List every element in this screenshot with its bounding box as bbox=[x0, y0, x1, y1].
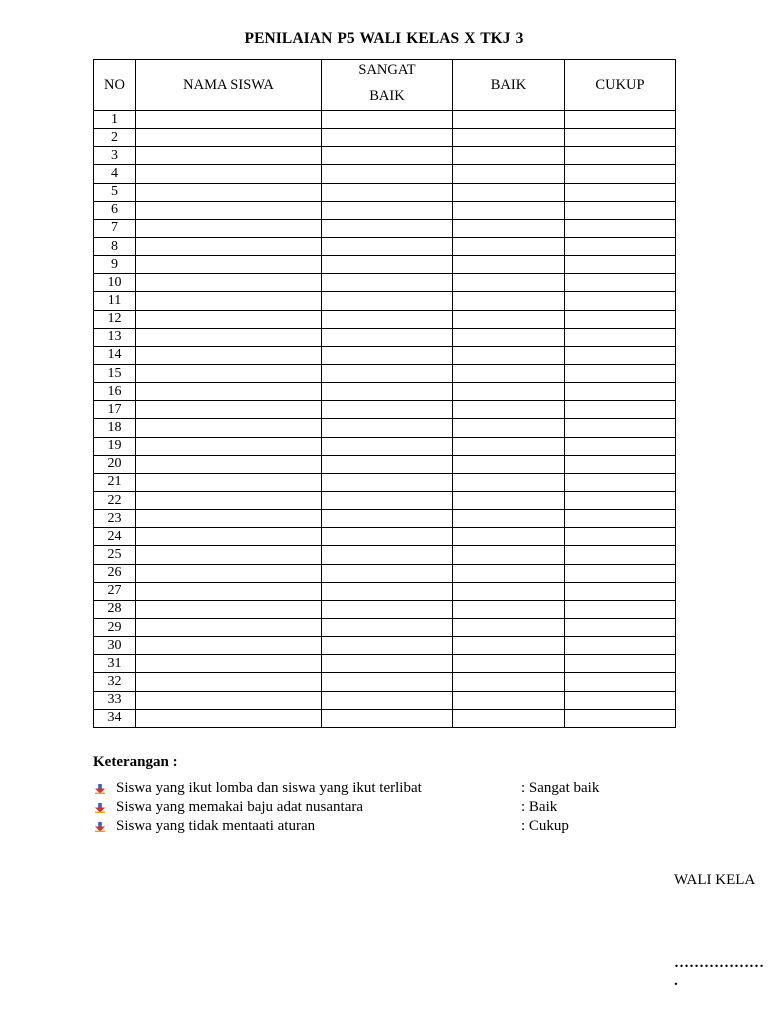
cukup-cell[interactable] bbox=[565, 618, 676, 636]
cukup-cell[interactable] bbox=[565, 564, 676, 582]
baik-cell[interactable] bbox=[453, 691, 565, 709]
row-number: 29 bbox=[94, 618, 136, 636]
baik-cell[interactable] bbox=[453, 473, 565, 491]
baik-cell[interactable] bbox=[453, 437, 565, 455]
arrow-bullet-icon bbox=[95, 784, 105, 794]
nama-siswa-cell[interactable] bbox=[136, 600, 322, 618]
row-number: 31 bbox=[94, 655, 136, 673]
row-number: 16 bbox=[94, 383, 136, 401]
nama-siswa-cell[interactable] bbox=[136, 673, 322, 691]
baik-cell[interactable] bbox=[453, 401, 565, 419]
signature-label: WALI KELA bbox=[674, 872, 756, 888]
cukup-cell[interactable] bbox=[565, 237, 676, 255]
table-row bbox=[94, 183, 676, 201]
sangat-baik-cell[interactable] bbox=[322, 401, 453, 419]
baik-cell[interactable] bbox=[453, 600, 565, 618]
signature-dots: ……………… bbox=[674, 955, 764, 971]
cukup-cell[interactable] bbox=[565, 655, 676, 673]
sangat-baik-cell[interactable] bbox=[322, 165, 453, 183]
table-row bbox=[94, 165, 676, 183]
cukup-cell[interactable] bbox=[565, 491, 676, 509]
sangat-baik-cell[interactable] bbox=[322, 564, 453, 582]
table-row bbox=[94, 582, 676, 600]
baik-cell[interactable] bbox=[453, 564, 565, 582]
header-sangat-baik bbox=[322, 60, 453, 111]
sangat-baik-cell[interactable] bbox=[322, 546, 453, 564]
cukup-cell[interactable] bbox=[565, 546, 676, 564]
sangat-baik-cell[interactable] bbox=[322, 292, 453, 310]
nama-siswa-cell[interactable] bbox=[136, 383, 322, 401]
cukup-cell[interactable] bbox=[565, 455, 676, 473]
nama-siswa-cell[interactable] bbox=[136, 111, 322, 129]
keterangan-item-value: : Cukup bbox=[521, 818, 569, 834]
row-number: 10 bbox=[94, 274, 136, 292]
baik-cell[interactable] bbox=[453, 673, 565, 691]
signature-dot-end: . bbox=[674, 973, 678, 989]
nama-siswa-cell[interactable] bbox=[136, 419, 322, 437]
baik-cell[interactable] bbox=[453, 546, 565, 564]
keterangan-item-text: Siswa yang tidak mentaati aturan bbox=[116, 818, 316, 834]
cukup-cell[interactable] bbox=[565, 310, 676, 328]
baik-cell[interactable] bbox=[453, 510, 565, 528]
row-number: 14 bbox=[94, 346, 136, 364]
sangat-baik-cell[interactable] bbox=[322, 383, 453, 401]
nama-siswa-cell[interactable] bbox=[136, 582, 322, 600]
cukup-cell[interactable] bbox=[565, 419, 676, 437]
table-row bbox=[94, 401, 676, 419]
nama-siswa-cell[interactable] bbox=[136, 292, 322, 310]
nama-siswa-cell[interactable] bbox=[136, 564, 322, 582]
baik-cell[interactable] bbox=[453, 618, 565, 636]
table-row bbox=[94, 546, 676, 564]
table-row bbox=[94, 655, 676, 673]
baik-cell[interactable] bbox=[453, 129, 565, 147]
nama-siswa-cell[interactable] bbox=[136, 165, 322, 183]
row-number: 20 bbox=[94, 455, 136, 473]
nama-siswa-cell[interactable] bbox=[136, 401, 322, 419]
sangat-baik-cell[interactable] bbox=[322, 582, 453, 600]
keterangan-title: Keterangan : bbox=[93, 754, 178, 770]
keterangan-item-value: : Baik bbox=[521, 799, 558, 815]
row-number: 18 bbox=[94, 419, 136, 437]
sangat-baik-cell[interactable] bbox=[322, 274, 453, 292]
sangat-baik-cell[interactable] bbox=[322, 237, 453, 255]
row-number: 15 bbox=[94, 364, 136, 382]
signature-line bbox=[674, 954, 764, 990]
row-number: 26 bbox=[94, 564, 136, 582]
page-title: PENILAIAN P5 WALI KELAS X TKJ 3 bbox=[244, 30, 524, 47]
row-number: 28 bbox=[94, 600, 136, 618]
baik-cell[interactable] bbox=[453, 582, 565, 600]
nama-siswa-cell[interactable] bbox=[136, 528, 322, 546]
row-number: 32 bbox=[94, 673, 136, 691]
keterangan-item-text: Siswa yang ikut lomba dan siswa yang ikut terlibat bbox=[116, 780, 422, 796]
baik-cell[interactable] bbox=[453, 219, 565, 237]
row-number: 8 bbox=[94, 237, 136, 255]
table-row bbox=[94, 111, 676, 129]
sangat-baik-cell[interactable] bbox=[322, 129, 453, 147]
baik-cell[interactable] bbox=[453, 364, 565, 382]
baik-cell[interactable] bbox=[453, 383, 565, 401]
row-number: 1 bbox=[94, 111, 136, 129]
table-row bbox=[94, 129, 676, 147]
row-number: 25 bbox=[94, 546, 136, 564]
table-row bbox=[94, 528, 676, 546]
baik-cell[interactable] bbox=[453, 655, 565, 673]
nama-siswa-cell[interactable] bbox=[136, 655, 322, 673]
sangat-baik-cell[interactable] bbox=[322, 528, 453, 546]
row-number: 13 bbox=[94, 328, 136, 346]
table-row bbox=[94, 637, 676, 655]
nama-siswa-cell[interactable] bbox=[136, 201, 322, 219]
table-row bbox=[94, 274, 676, 292]
table-header-row bbox=[94, 60, 676, 111]
baik-cell[interactable] bbox=[453, 147, 565, 165]
table-row bbox=[94, 600, 676, 618]
table-body bbox=[94, 111, 676, 728]
nama-siswa-cell[interactable] bbox=[136, 256, 322, 274]
sangat-baik-cell[interactable] bbox=[322, 256, 453, 274]
nama-siswa-cell[interactable] bbox=[136, 129, 322, 147]
sangat-baik-cell[interactable] bbox=[322, 183, 453, 201]
nama-siswa-cell[interactable] bbox=[136, 437, 322, 455]
header-nama-siswa: NAMA SISWA bbox=[136, 60, 322, 111]
table-row bbox=[94, 673, 676, 691]
sangat-baik-cell[interactable] bbox=[322, 673, 453, 691]
nama-siswa-cell[interactable] bbox=[136, 691, 322, 709]
cukup-cell[interactable] bbox=[565, 709, 676, 727]
table-row bbox=[94, 201, 676, 219]
table-row bbox=[94, 455, 676, 473]
nama-siswa-cell[interactable] bbox=[136, 510, 322, 528]
nama-siswa-cell[interactable] bbox=[136, 546, 322, 564]
keterangan-item bbox=[93, 779, 653, 798]
cukup-cell[interactable] bbox=[565, 364, 676, 382]
sangat-baik-cell[interactable] bbox=[322, 655, 453, 673]
row-number: 33 bbox=[94, 691, 136, 709]
keterangan-item bbox=[93, 798, 653, 817]
baik-cell[interactable] bbox=[453, 183, 565, 201]
baik-cell[interactable] bbox=[453, 165, 565, 183]
nama-siswa-cell[interactable] bbox=[136, 491, 322, 509]
table-row bbox=[94, 473, 676, 491]
cukup-cell[interactable] bbox=[565, 328, 676, 346]
cukup-cell[interactable] bbox=[565, 691, 676, 709]
cukup-cell[interactable] bbox=[565, 437, 676, 455]
sangat-baik-cell[interactable] bbox=[322, 691, 453, 709]
baik-cell[interactable] bbox=[453, 256, 565, 274]
arrow-bullet-icon bbox=[95, 822, 105, 832]
nama-siswa-cell[interactable] bbox=[136, 455, 322, 473]
sangat-baik-cell[interactable] bbox=[322, 219, 453, 237]
cukup-cell[interactable] bbox=[565, 637, 676, 655]
nama-siswa-cell[interactable] bbox=[136, 219, 322, 237]
sangat-baik-cell[interactable] bbox=[322, 346, 453, 364]
sangat-baik-cell[interactable] bbox=[322, 328, 453, 346]
baik-cell[interactable] bbox=[453, 111, 565, 129]
table-row bbox=[94, 564, 676, 582]
baik-cell[interactable] bbox=[453, 274, 565, 292]
nama-siswa-cell[interactable] bbox=[136, 274, 322, 292]
nama-siswa-cell[interactable] bbox=[136, 310, 322, 328]
header-sangat-baik-line1: SANGAT bbox=[358, 62, 416, 78]
cukup-cell[interactable] bbox=[565, 528, 676, 546]
sangat-baik-cell[interactable] bbox=[322, 111, 453, 129]
row-number: 27 bbox=[94, 582, 136, 600]
nama-siswa-cell[interactable] bbox=[136, 147, 322, 165]
table-row bbox=[94, 147, 676, 165]
nama-siswa-cell[interactable] bbox=[136, 183, 322, 201]
baik-cell[interactable] bbox=[453, 709, 565, 727]
sangat-baik-cell[interactable] bbox=[322, 310, 453, 328]
cukup-cell[interactable] bbox=[565, 147, 676, 165]
nama-siswa-cell[interactable] bbox=[136, 346, 322, 364]
nama-siswa-cell[interactable] bbox=[136, 364, 322, 382]
nama-siswa-cell[interactable] bbox=[136, 328, 322, 346]
table-row bbox=[94, 510, 676, 528]
row-number: 17 bbox=[94, 401, 136, 419]
table-row bbox=[94, 328, 676, 346]
row-number: 23 bbox=[94, 510, 136, 528]
row-number: 9 bbox=[94, 256, 136, 274]
baik-cell[interactable] bbox=[453, 201, 565, 219]
sangat-baik-cell[interactable] bbox=[322, 419, 453, 437]
sangat-baik-cell[interactable] bbox=[322, 618, 453, 636]
header-no: NO bbox=[94, 60, 136, 111]
baik-cell[interactable] bbox=[453, 637, 565, 655]
baik-cell[interactable] bbox=[453, 237, 565, 255]
keterangan-item-value: : Sangat baik bbox=[521, 780, 600, 796]
row-number: 22 bbox=[94, 491, 136, 509]
row-number: 3 bbox=[94, 147, 136, 165]
cukup-cell[interactable] bbox=[565, 219, 676, 237]
sangat-baik-cell[interactable] bbox=[322, 491, 453, 509]
row-number: 7 bbox=[94, 219, 136, 237]
baik-cell[interactable] bbox=[453, 346, 565, 364]
sangat-baik-cell[interactable] bbox=[322, 455, 453, 473]
table-row bbox=[94, 292, 676, 310]
keterangan-list bbox=[93, 779, 653, 836]
table-row bbox=[94, 310, 676, 328]
table-row bbox=[94, 709, 676, 727]
sangat-baik-cell[interactable] bbox=[322, 637, 453, 655]
baik-cell[interactable] bbox=[453, 292, 565, 310]
cukup-cell[interactable] bbox=[565, 292, 676, 310]
baik-cell[interactable] bbox=[453, 328, 565, 346]
cukup-cell[interactable] bbox=[565, 383, 676, 401]
table-row bbox=[94, 364, 676, 382]
cukup-cell[interactable] bbox=[565, 111, 676, 129]
header-sangat-baik-line2: BAIK bbox=[369, 88, 405, 104]
cukup-cell[interactable] bbox=[565, 600, 676, 618]
cukup-cell[interactable] bbox=[565, 582, 676, 600]
table-row bbox=[94, 437, 676, 455]
cukup-cell[interactable] bbox=[565, 129, 676, 147]
nama-siswa-cell[interactable] bbox=[136, 473, 322, 491]
row-number: 34 bbox=[94, 709, 136, 727]
sangat-baik-cell[interactable] bbox=[322, 600, 453, 618]
sangat-baik-cell[interactable] bbox=[322, 510, 453, 528]
baik-cell[interactable] bbox=[453, 455, 565, 473]
table-row bbox=[94, 491, 676, 509]
sangat-baik-cell[interactable] bbox=[322, 473, 453, 491]
sangat-baik-cell[interactable] bbox=[322, 437, 453, 455]
table-row bbox=[94, 691, 676, 709]
table-row bbox=[94, 346, 676, 364]
header-baik: BAIK bbox=[453, 60, 565, 111]
arrow-bullet-icon bbox=[95, 803, 105, 813]
row-number: 6 bbox=[94, 201, 136, 219]
row-number: 12 bbox=[94, 310, 136, 328]
cukup-cell[interactable] bbox=[565, 256, 676, 274]
table-row bbox=[94, 419, 676, 437]
cukup-cell[interactable] bbox=[565, 165, 676, 183]
grade-table bbox=[93, 59, 676, 728]
cukup-cell[interactable] bbox=[565, 346, 676, 364]
cukup-cell[interactable] bbox=[565, 473, 676, 491]
cukup-cell[interactable] bbox=[565, 673, 676, 691]
cukup-cell[interactable] bbox=[565, 401, 676, 419]
table-row bbox=[94, 237, 676, 255]
table-row bbox=[94, 618, 676, 636]
nama-siswa-cell[interactable] bbox=[136, 637, 322, 655]
nama-siswa-cell[interactable] bbox=[136, 618, 322, 636]
cukup-cell[interactable] bbox=[565, 201, 676, 219]
row-number: 19 bbox=[94, 437, 136, 455]
row-number: 30 bbox=[94, 637, 136, 655]
row-number: 24 bbox=[94, 528, 136, 546]
header-cukup: CUKUP bbox=[565, 60, 676, 111]
sangat-baik-cell[interactable] bbox=[322, 147, 453, 165]
row-number: 11 bbox=[94, 292, 136, 310]
cukup-cell[interactable] bbox=[565, 510, 676, 528]
sangat-baik-cell[interactable] bbox=[322, 709, 453, 727]
baik-cell[interactable] bbox=[453, 491, 565, 509]
cukup-cell[interactable] bbox=[565, 274, 676, 292]
baik-cell[interactable] bbox=[453, 528, 565, 546]
row-number: 2 bbox=[94, 129, 136, 147]
baik-cell[interactable] bbox=[453, 419, 565, 437]
keterangan-item-text: Siswa yang memakai baju adat nusantara bbox=[116, 799, 364, 815]
row-number: 5 bbox=[94, 183, 136, 201]
table-row bbox=[94, 256, 676, 274]
nama-siswa-cell[interactable] bbox=[136, 709, 322, 727]
sangat-baik-cell[interactable] bbox=[322, 201, 453, 219]
table-row bbox=[94, 219, 676, 237]
sangat-baik-cell[interactable] bbox=[322, 364, 453, 382]
keterangan-item bbox=[93, 817, 653, 836]
cukup-cell[interactable] bbox=[565, 183, 676, 201]
row-number: 4 bbox=[94, 165, 136, 183]
table-row bbox=[94, 383, 676, 401]
nama-siswa-cell[interactable] bbox=[136, 237, 322, 255]
baik-cell[interactable] bbox=[453, 310, 565, 328]
row-number: 21 bbox=[94, 473, 136, 491]
